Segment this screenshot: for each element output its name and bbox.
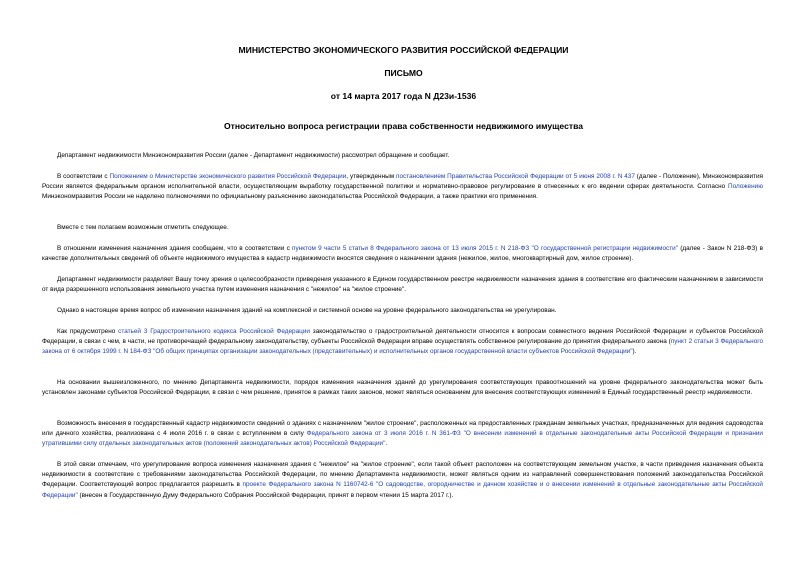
paragraph-text: (далее - Положение), Минэкономразвития России является федеральным органом исполнительной власти, осуществляющим выработку государственной политики и нормативно-правовое регулирование в отнесенных к его ведении сферах деятельности. Согласно [42,173,763,191]
paragraph-text: Как предусмотрено [57,328,119,335]
link-government-decree-437[interactable]: постановлением Правительства Российской Федерации от 5 июня 2008 г. N 437 [396,173,635,180]
paragraph-4 [42,244,763,264]
paragraph-text: , утвержденным [346,173,396,180]
doc-subject: Относительно вопроса регистрации права собственности недвижимого имущества [223,121,584,131]
paragraph-text: Однако в настоящее время вопрос об изменении назначения зданий на комплексной и системной основе на уровне федерального законодательства не урегулирован. [57,307,557,314]
paragraph-1 [42,151,763,161]
paragraph-text: В соответствии с [57,173,110,180]
paragraph-2 [42,172,763,203]
link-law-361-fz[interactable]: Федерального закона от 3 июля 2016 г. N 361-ФЗ "О внесении изменений в отдельные законодательные акты Российской Федерации и признании утратившими силу отдельных законодательных актов (положений законодательных актов) Российской Федерации" [42,430,763,448]
paragraph-text: В отношении изменения назначения здания сообщаем, что в соответствии с [57,245,293,252]
doc-type-title: ПИСЬМО [384,68,423,78]
paragraph-5 [42,275,763,295]
paragraph-10 [42,460,763,501]
paragraph-text: Возможность внесения в государственный кадастр недвижимости сведений о зданиях с назначением "жилое строение", расположенных на предоставленных гражданам земельных участках, предназначенных для ведения садоводства или дачного хозяйства, реализована с 4 июля 2016 г. в связи с вступлением в силу [42,420,763,438]
paragraph-7 [42,327,763,358]
paragraph-9 [42,419,763,450]
link-regulation[interactable]: Положению [727,183,763,191]
link-law-184-fz[interactable]: пункт 2 статьи 3 Федерального закона от 6 октября 1999 г. N 184-ФЗ "Об общих принципах организации законодательных (представительных) и исполнительных органов государственной власти субъектов Российской Федерации" [42,338,763,356]
paragraph-text: На основании вышеизложенного, по мнению Департамента недвижимости, порядок изменения назначения зданий до урегулирования соответствующих правоотношений на уровне федерального законодательства может быть установлен законами субъектов Российской Федерации, в связи с чем решение, принятое в рамках таких законов, может являться основанием для внесения соответствующих изменений в Единый государственный реестр недвижимости. [42,379,763,397]
link-regulation-ministry[interactable]: Положением о Министерстве экономического развития Российской Федерации [109,173,347,180]
paragraph-6 [42,306,763,316]
paragraph-text: (внесен в Государственную Думу Федерального Собрания Российской Федерации, принят в первом чтении 15 марта 2017 г.). [77,491,454,499]
doc-date-number: от 14 марта 2017 года N Д23и-1536 [330,91,477,101]
paragraph-text: Департамент недвижимости разделяет Вашу точку зрения о целесообразности приведения указанного в Едином государственном реестре недвижимости назначения здания в соответствие его фактическим назначением в зависимости от вида разрешенного использования земельного участка путем изменения назначения с "нежилое" на "жилое строение". [42,276,763,294]
paragraph-text: законодательство о градостроительной деятельности относится к вопросам совместного ведения Российской Федерации и субъектов Российской Федерации, в связи с чем, в части, не противоречащей федеральному законодательству, субъекты Российской Федерации вправе осуществлять собственное регулирование до принятия федерального закона ( [42,328,763,346]
paragraph-text: Департамент недвижимости Минэкономразвития России (далее - Департамент недвижимости) рассмотрел обращение и сообщает. [57,152,450,159]
paragraph-text: ). [632,348,637,356]
paragraph-text: Вместе с тем полагаем возможным отметить следующее. [57,224,229,231]
paragraph-text: В этой связи отмечаем, что урегулирование вопроса изменения назначения здания с "нежилое" на "жилое строение", если такой объект расположен на соответствующем земельном участке, в части приведения назначения объекта недвижимости в соответствие с требованиями законодательства Российской Федерации, по мнению Департамента недвижимости, может являться одним из направлений совершенствования положений законодательства Российской Федерации. Соответствующий вопрос предлагается разрешить в [42,461,763,489]
link-law-218-fz[interactable]: пунктом 9 части 5 статьи 8 Федерального закона от 13 июля 2015 г. N 218-ФЗ "О государственной регистрации недвижимости" [292,245,678,252]
link-bill-1160742-6[interactable]: проекте Федерального закона N 1160742-6 "О садоводстве, огородничестве и дачном хозяйстве и о внесении изменений в отдельные законодательные акты Российской Федерации" [42,481,763,499]
paragraph-text: (далее - Закон N 218-ФЗ) в качестве дополнительных сведений об объекте недвижимого имущества в кадастр недвижимости вносятся сведения о назначении здания (нежилое, жилое, многоквартирный дом, жилое строение). [42,245,763,263]
paragraph-3 [42,223,763,233]
link-urban-planning-code[interactable]: статьей 3 Градостроительного кодекса Российской Федерации [118,328,310,335]
paragraph-text: . [385,440,388,448]
paragraph-8 [42,378,763,398]
paragraph-text: Минэкономразвития России не наделено полномочиями по официальному разъяснению законодательства Российской Федерации, а также практики его применения. [42,193,538,201]
ministry-title: МИНИСТЕРСТВО ЭКОНОМИЧЕСКОГО РАЗВИТИЯ РОССИЙСКОЙ ФЕДЕРАЦИИ [238,45,569,55]
